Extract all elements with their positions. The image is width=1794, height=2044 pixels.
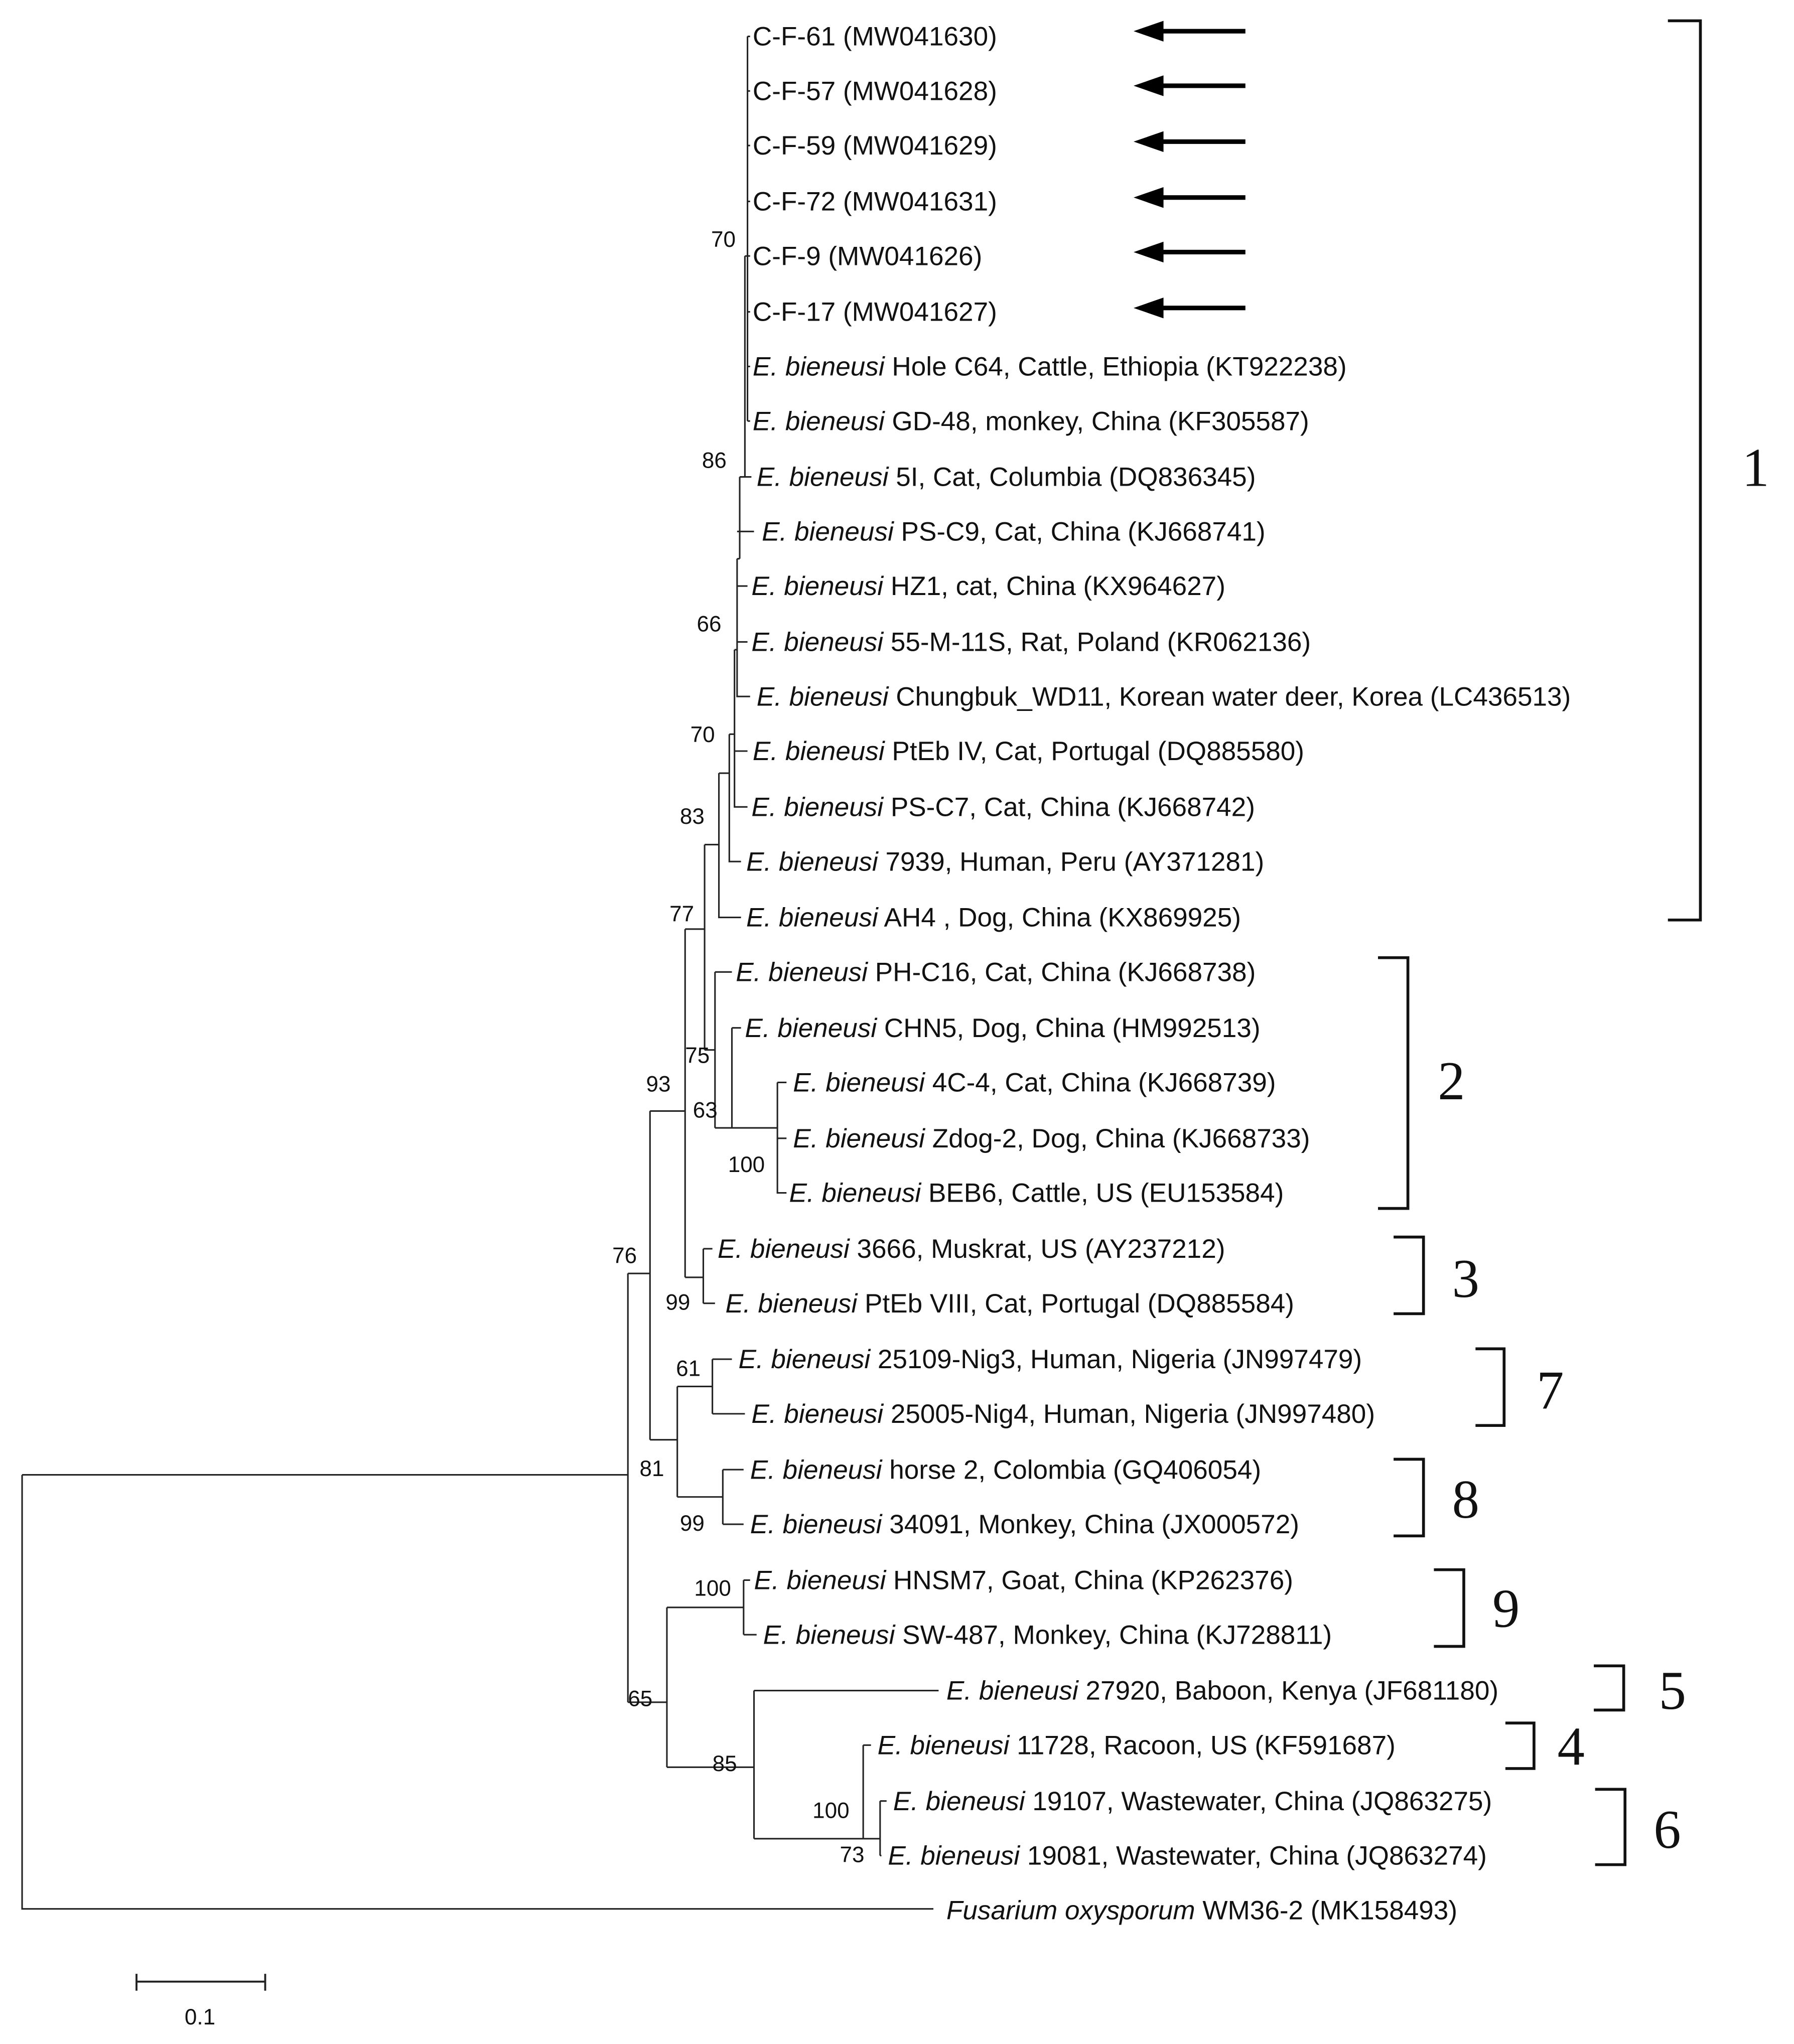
bootstrap-value: 70 — [690, 722, 715, 747]
bracket-group-3 — [1394, 1237, 1424, 1314]
arrow-left-icon — [1134, 75, 1246, 96]
leaf-label: C-F-72 (MW041631) — [752, 187, 997, 217]
bootstrap-value: 86 — [702, 448, 727, 473]
group-label: 7 — [1537, 1360, 1564, 1421]
leaf-label: C-F-61 (MW041630) — [752, 22, 997, 52]
leaf-label: E. bieneusi 19081, Wastewater, China (JQ863274) — [888, 1841, 1487, 1871]
group-label: 3 — [1452, 1248, 1480, 1309]
bootstrap-value: 100 — [728, 1152, 765, 1178]
leaf-label: E. bieneusi CHN5, Dog, China (HM992513) — [745, 1013, 1261, 1043]
leaf-label: E. bieneusi Zdog-2, Dog, China (KJ668733) — [793, 1123, 1310, 1153]
bracket-group-6 — [1595, 1789, 1625, 1864]
bootstrap-value: 83 — [679, 804, 705, 829]
leaf-label: E. bieneusi 4C-4, Cat, China (KJ668739) — [793, 1068, 1276, 1098]
group-label: 2 — [1438, 1051, 1465, 1112]
bootstrap-value: 85 — [712, 1751, 737, 1777]
leaf-label: E. bieneusi Chungbuk_WD11, Korean water deer, Korea (LC436513) — [756, 682, 1571, 712]
group-label: 9 — [1492, 1578, 1520, 1639]
bootstrap-value: 61 — [676, 1356, 701, 1381]
leaf-label: E. bieneusi BEB6, Cattle, US (EU153584) — [789, 1178, 1284, 1208]
leaf-label: E. bieneusi HZ1, cat, China (KX964627) — [751, 571, 1225, 602]
bracket-group-1 — [1668, 21, 1701, 920]
leaf-label: C-F-17 (MW041627) — [752, 297, 997, 327]
leaf-label: C-F-59 (MW041629) — [752, 131, 997, 161]
leaf-label: E. bieneusi PH-C16, Cat, China (KJ668738) — [736, 957, 1256, 987]
leaf-label: E. bieneusi 27920, Baboon, Kenya (JF681180) — [946, 1676, 1499, 1706]
leaf-label: E. bieneusi 11728, Racoon, US (KF591687) — [877, 1730, 1396, 1761]
bracket-group-2 — [1378, 958, 1408, 1209]
leaf-label: C-F-9 (MW041626) — [752, 241, 983, 271]
leaf-label: E. bieneusi AH4 , Dog, China (KX869925) — [746, 903, 1241, 933]
leaf-label: E. bieneusi Hole C64, Cattle, Ethiopia (KT922238) — [752, 352, 1347, 382]
bracket-group-8 — [1394, 1459, 1424, 1536]
leaf-label: E. bieneusi SW-487, Monkey, China (KJ728811) — [763, 1620, 1332, 1650]
arrow-left-icon — [1134, 131, 1246, 152]
bracket-group-4 — [1505, 1723, 1534, 1769]
bracket-group-9 — [1434, 1570, 1464, 1647]
bootstrap-value: 100 — [694, 1576, 731, 1601]
leaf-label: C-F-57 (MW041628) — [752, 76, 997, 106]
leaf-label: E. bieneusi horse 2, Colombia (GQ406054) — [750, 1455, 1262, 1485]
leaf-label: E. bieneusi PtEb VIII, Cat, Portugal (DQ885584) — [725, 1288, 1294, 1319]
leaf-label: E. bieneusi 55-M-11S, Rat, Poland (KR062136) — [751, 627, 1311, 657]
bootstrap-value: 65 — [628, 1686, 653, 1711]
leaf-label: E. bieneusi PtEb IV, Cat, Portugal (DQ885580) — [752, 737, 1304, 767]
scale-bar-label: 0.1 — [184, 2005, 216, 2030]
leaf-label: E. bieneusi 7939, Human, Peru (AY371281) — [746, 847, 1265, 877]
arrow-left-icon — [1134, 187, 1246, 208]
leaf-label: E. bieneusi 3666, Muskrat, US (AY237212) — [718, 1234, 1225, 1264]
bracket-group-5 — [1594, 1666, 1624, 1710]
leaf-label: E. bieneusi 19107, Wastewater, China (JQ863275) — [893, 1786, 1492, 1816]
bootstrap-value: 100 — [812, 1798, 850, 1823]
leaf-label: E. bieneusi 25109-Nig3, Human, Nigeria (JN997479) — [738, 1345, 1362, 1375]
group-label: 5 — [1659, 1660, 1686, 1721]
isolate-arrows — [1134, 21, 1246, 318]
arrow-left-icon — [1134, 298, 1246, 318]
bootstrap-value: 77 — [669, 902, 695, 927]
bracket-group-7 — [1475, 1349, 1504, 1425]
bootstrap-value: 66 — [697, 612, 722, 637]
scale-bar — [136, 1974, 265, 2029]
bootstrap-value: 63 — [693, 1098, 718, 1123]
leaf-label: E. bieneusi 34091, Monkey, China (JX000572) — [750, 1510, 1299, 1540]
bootstrap-value: 76 — [612, 1243, 637, 1268]
leaf-label: E. bieneusi PS-C9, Cat, China (KJ668741) — [762, 517, 1266, 547]
leaf-label: E. bieneusi PS-C7, Cat, China (KJ668742) — [751, 792, 1255, 822]
leaf-label: E. bieneusi 5I, Cat, Columbia (DQ836345) — [756, 462, 1256, 492]
group-label: 6 — [1653, 1799, 1681, 1860]
bootstrap-value: 99 — [665, 1290, 691, 1315]
arrow-left-icon — [1134, 242, 1246, 262]
leaf-label: E. bieneusi 25005-Nig4, Human, Nigeria (JN997480) — [751, 1399, 1375, 1429]
group-label: 8 — [1452, 1469, 1480, 1530]
bootstrap-value: 75 — [685, 1043, 710, 1068]
bootstrap-value: 73 — [840, 1842, 865, 1867]
arrow-left-icon — [1134, 21, 1246, 41]
bootstrap-value: 93 — [646, 1072, 671, 1097]
leaf-label: E. bieneusi GD-48, monkey, China (KF305587) — [752, 406, 1309, 436]
leaf-label: E. bieneusi HNSM7, Goat, China (KP262376) — [754, 1565, 1293, 1595]
group-brackets — [1378, 21, 1769, 1864]
outgroup-label: Fusarium oxysporum WM36-2 (MK158493) — [946, 1895, 1458, 1926]
bootstrap-value: 81 — [639, 1456, 664, 1482]
group-label: 1 — [1742, 437, 1769, 498]
group-label: 4 — [1557, 1716, 1585, 1777]
bootstrap-value: 99 — [679, 1511, 705, 1536]
bootstrap-value: 70 — [711, 227, 736, 252]
